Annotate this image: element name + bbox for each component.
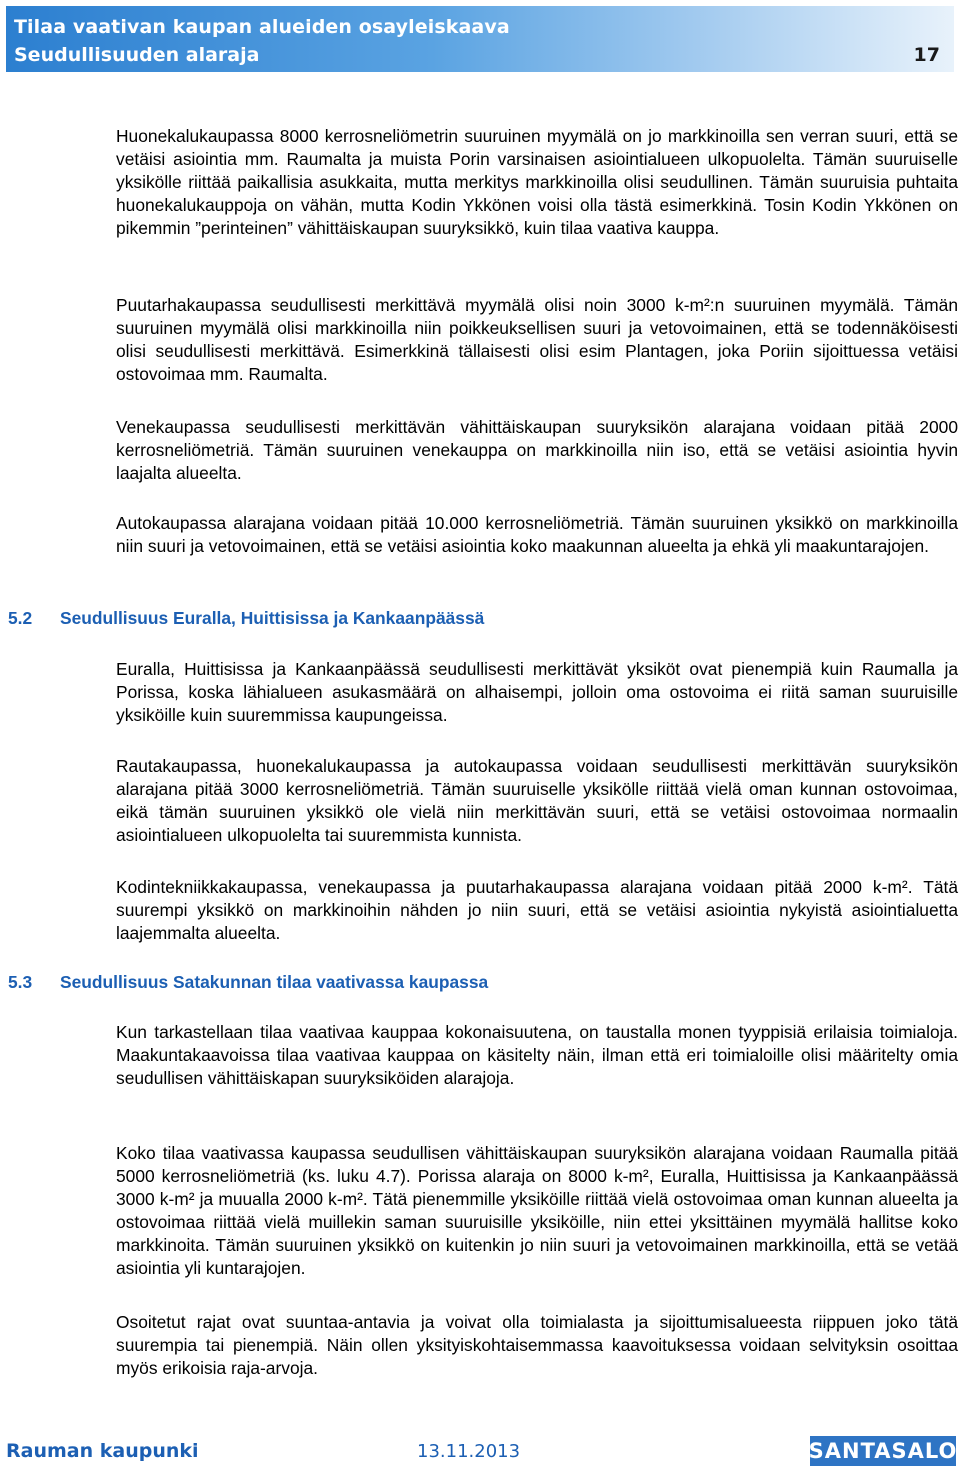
page-number: 17 (913, 44, 940, 66)
heading-title: Seudullisuus Satakunnan tilaa vaativassa kaupassa (60, 972, 489, 992)
page-header (6, 6, 954, 72)
heading-number: 5.3 (8, 972, 33, 992)
paragraph-rautakauppa: Rautakaupassa, huonekalukaupassa ja autokaupassa voidaan seudullisesti merkittävän suuryksikön alarajana pitää 3000 kerrosneliömetriä. Tämän suuruiselle yksikölle riittää vielä oman kunnan ostovoimaa, eikä tämän suuruinen yksikkö ole vielä niin merkittävän suuri, että se vetäisi ostovoimaa normaalin asiointialueen ulkopuolelta tai suuremmista kunnista. (116, 756, 958, 845)
footer-organization: Rauman kaupunki (6, 1440, 199, 1462)
heading-5-3 (8, 972, 488, 993)
heading-title: Seudullisuus Euralla, Huittisissa ja Kankaanpäässä (60, 608, 485, 628)
paragraph-rajat: Osoitetut rajat ovat suuntaa-antavia ja voivat olla toimialasta ja sijoittumisalueesta riippuen joko tätä suurempia tai pienempiä. Näin ollen yksityiskohtaisemmassa kaavoituksessa voidaan selvityksin osoittaa myös erikoisia raja-arvoja. (116, 1312, 958, 1378)
paragraph-venekauppa: Venekaupassa seudullisesti merkittävän vähittäiskaupan suuryksikön alarajana voidaan pitää 2000 kerrosneliömetriä. Tämän suuruinen venekauppa on markkinoilla niin iso, että se vetäisi asiointia hyvin laajalta alueelta. (116, 417, 958, 483)
paragraph-alarajat: Koko tilaa vaativassa kaupassa seudullisen vähittäiskaupan suuryksikön alarajana voidaan Raumalla pitää 5000 kerrosneliömetriä (ks. luku 4.7). Porissa alaraja on 8000 k-m², Euralla, Huittisissa ja Kankaanpäässä 3000 k-m² ja muualla 2000 k-m². Tätä pienemmille yksiköille riittää vielä ostovoimaa oman kunnan alueelta ja ostovoimaa riittää vielä muillekin saman suuruisille yksiköille, niin ettei yksittäinen myymälä hallitse koko markkinoita. Tämän suuruinen yksikkö on kuitenkin jo niin suuri ja vetovoimainen markkinoilla, että se vetää asiointia yli kuntarajojen. (116, 1143, 958, 1278)
paragraph-huonekalukauppa: Huonekalukaupassa 8000 kerrosneliömetrin suuruinen myymälä on jo markkinoilla sen verran suuri, että se vetäisi asiointia mm. Raumalta ja muista Porin varsinaisen asiointialueen ulkopuolelta. Tämän suuruiselle yksikölle riittää paikallisia asukkaita, mutta merkitys markkinoilla olisi seudullinen. Tämän suuruisia puhtaita huonekalukauppoja on vähän, mutta Kodin Ykkönen voisi olla tästä esimerkkinä. Tosin Kodin Ykkönen on pikemmin ”perinteinen” vähittäiskaupan suuryksikkö, kuin tilaa vaativa kauppa. (116, 126, 958, 238)
paragraph-seudullisuus-intro: Euralla, Huittisissa ja Kankaanpäässä seudullisesti merkittävät yksiköt ovat pienempiä kuin Raumalla ja Porissa, koska lähialueen asukasmäärä on alhaisempi, jolloin oma ostovoima ei riitä saman suuruisille yksiköille kuin suuremmissa kaupungeissa. (116, 659, 958, 725)
heading-5-2 (8, 608, 484, 629)
footer-date: 13.11.2013 (417, 1441, 521, 1462)
paragraph-kodintekniikka: Kodintekniikkakaupassa, venekaupassa ja puutarhakaupassa alarajana voidaan pitää 2000 k-m². Tätä suurempi yksikkö on markkinoihin nähden jo niin suuri, että se vetäisi asiointia nykyistä asiointialuetta laajemmalta alueelta. (116, 877, 958, 943)
document-title: Tilaa vaativan kaupan alueiden osayleiskaava (14, 16, 510, 38)
section-title: Seudullisuuden alaraja (14, 44, 260, 66)
santasalo-logo: SANTASALO (810, 1436, 956, 1466)
paragraph-puutarhakauppa: Puutarhakaupassa seudullisesti merkittävä myymälä olisi noin 3000 k-m²:n suuruinen myymälä. Tämän suuruinen myymälä olisi markkinoilla niin poikkeuksellisen suuri ja vetovoimainen, että se todennäköisesti olisi seudullisesti merkittävä. Esimerkkinä tällaisesti olisi esim Plantagen, joka Poriin sijoittuessa vetäisi ostovoimaa mm. Raumalta. (116, 295, 958, 384)
paragraph-autokauppa: Autokaupassa alarajana voidaan pitää 10.000 kerrosneliömetriä. Tämän suuruinen yksikkö on markkinoilla niin suuri ja vetovoimainen, että se vetäisi asiointia koko maakunnan alueelta ja ehkä yli maakuntarajojen. (116, 513, 958, 556)
paragraph-kokonaisuus: Kun tarkastellaan tilaa vaativaa kauppaa kokonaisuutena, on taustalla monen tyyppisiä erilaisia toimialoja. Maakuntakaavoissa tilaa vaativaa kauppaa on käsitelty näin, ilman että eri toimialoille olisi määritelty omia seudullisen vähittäiskapan suuryksiköiden alarajoja. (116, 1022, 958, 1088)
heading-number: 5.2 (8, 608, 33, 628)
